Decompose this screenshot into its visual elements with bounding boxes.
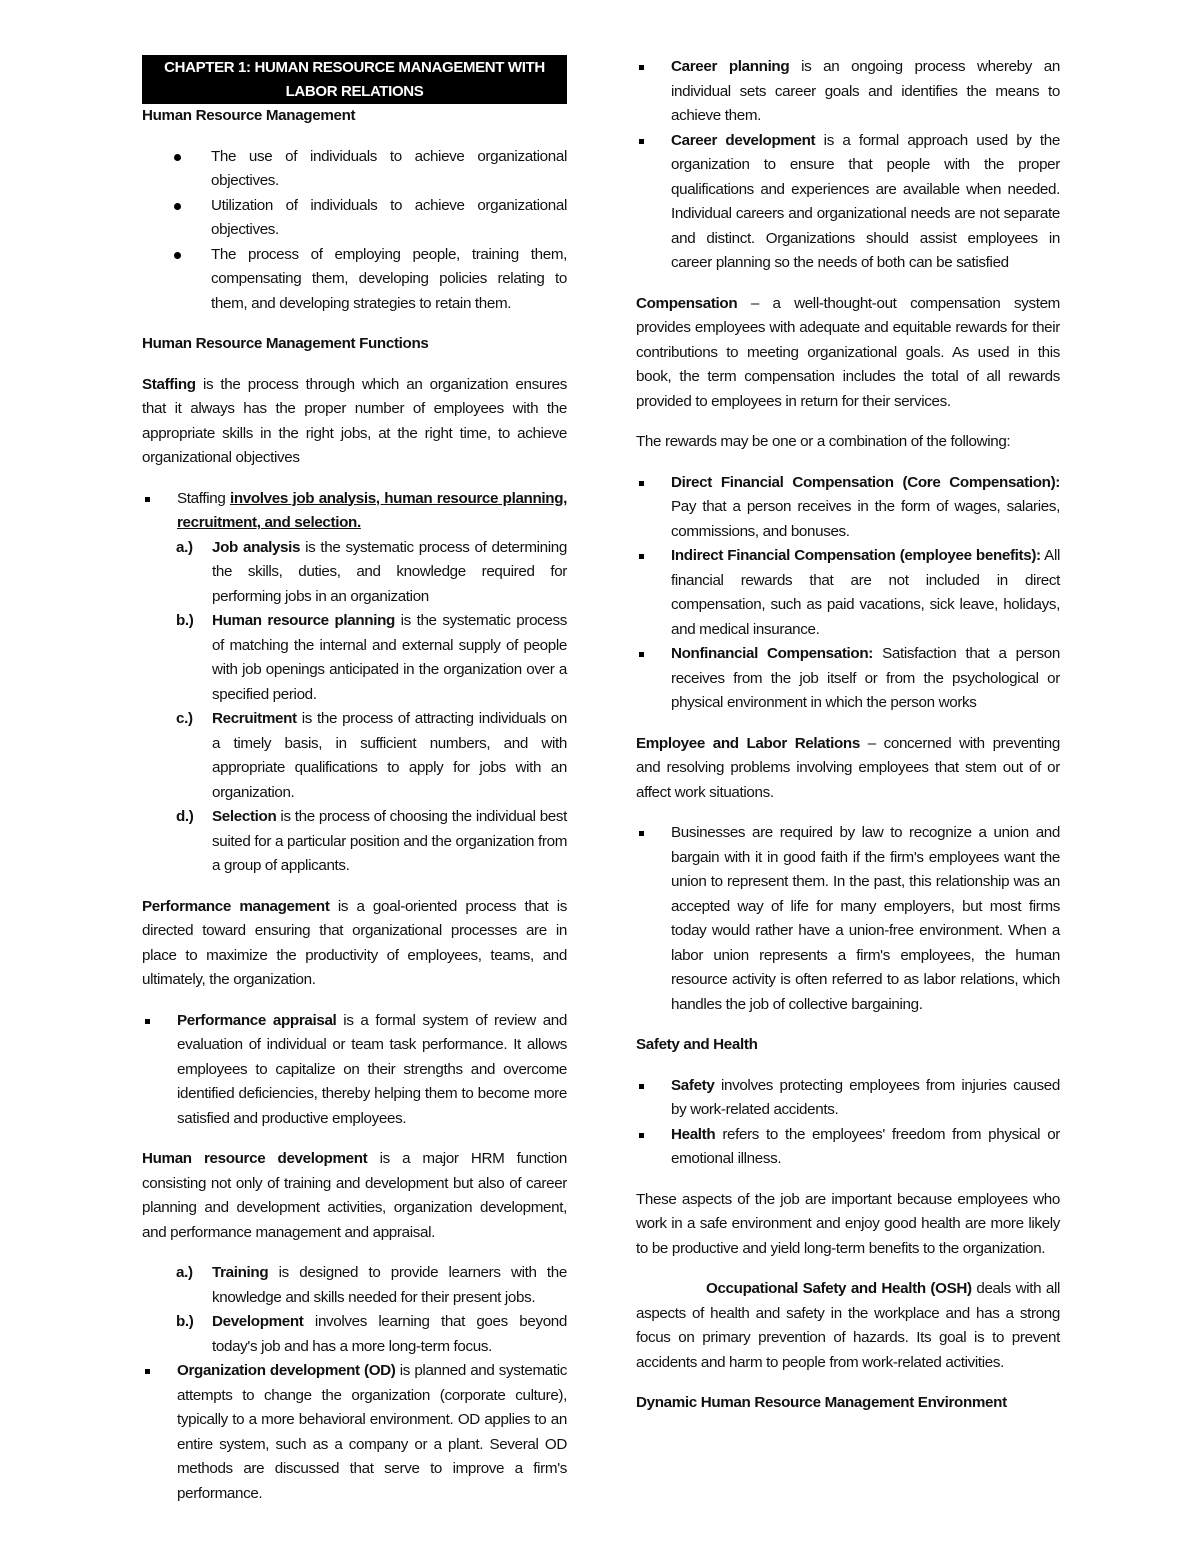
- list-item: Career planning is an ongoing process whereby an individual sets career goals and identifies the means to achieve them.: [671, 55, 1060, 129]
- osh-paragraph: Occupational Safety and Health (OSH) deals with all aspects of health and safety in the workplace and has a strong focus on primary prevention of hazards. Its goal is to prevent accidents and harm to people from work-related activities.: [636, 1280, 1061, 1371]
- career-list: [636, 55, 1060, 276]
- hrd-list: [142, 1261, 567, 1506]
- chapter-title-line-2: LABOR RELATIONS: [285, 83, 424, 100]
- list-item: Organization development (OD) is planned and systematic attempts to change the organization (corporate culture), typically to a more behavioral environment. OD applies to an entire system, such as a company or a plant. Several OD methods are discussed that serve to improve a firm's performance.: [177, 1359, 567, 1506]
- functions-heading: Human Resource Management Functions: [142, 335, 429, 352]
- list-item: Performance appraisal is a formal system of review and evaluation of individual or team task performance. It allows employees to capitalize on their strengths and overcome identified deficiencies, thereby helping them to become more satisfied and productive employees.: [177, 1009, 567, 1132]
- list-item: Utilization of individuals to achieve organizational objectives.: [211, 194, 567, 243]
- list-item: b.) Human resource planning is the systematic process of matching the internal and external supply of people with job openings anticipated in the organization over a specified period.: [176, 612, 567, 703]
- square-bullet-icon: [639, 554, 644, 559]
- rewards-list: [636, 471, 1060, 716]
- staffing-list: [142, 487, 567, 879]
- list-item: c.) Recruitment is the process of attracting individuals on a timely basis, in sufficient numbers, and with appropriate qualifications to apply for jobs with an organization.: [176, 710, 567, 801]
- labor-relations-paragraph: Employee and Labor Relations – concerned with preventing and resolving problems involving employees that stem out of or affect work situations.: [636, 734, 1060, 801]
- hrd-sublist: [177, 1261, 567, 1359]
- list-item: [177, 1261, 567, 1359]
- list-item: d.) Selection is the process of choosing the individual best suited for a particular position and the organization from a group of applicants.: [176, 808, 567, 874]
- appraisal-list: [142, 1009, 567, 1132]
- labor-relations-list: [636, 821, 1060, 1017]
- safety-health-list: [636, 1074, 1060, 1172]
- square-bullet-icon: [639, 652, 644, 657]
- dynamic-hrm-heading: Dynamic Human Resource Management Environment: [636, 1394, 1007, 1411]
- right-column: [636, 55, 1060, 1416]
- hrm-heading: Human Resource Management: [142, 107, 356, 124]
- chapter-title-line-1: CHAPTER 1: HUMAN RESOURCE MANAGEMENT WITH: [164, 59, 545, 76]
- chapter-title: [142, 55, 567, 104]
- list-item: Businesses are required by law to recognize a union and bargain with it in good faith if the firm's employees want the union to represent them. In the past, this relationship was an accepted way of life for many employers, but most firms today would rather have a union-free environment. When a labor union represents a firm's employees, the human resource activity is often referred to as labor relations, which handles the job of collective bargaining.: [671, 821, 1060, 1017]
- list-item: a.) Job analysis is the systematic process of determining the skills, duties, and knowledge required for performing jobs in an organization: [176, 538, 567, 605]
- square-bullet-icon: [145, 1019, 150, 1024]
- aspects-paragraph: These aspects of the job are important because employees who work in a safe environment and enjoy good health are more likely to be productive and yield long-term benefits to the organization.: [636, 1190, 1060, 1257]
- square-bullet-icon: [145, 1369, 150, 1374]
- list-item: The process of employing people, training them, compensating them, developing policies relating to them, and developing strategies to retain them.: [211, 243, 567, 317]
- rewards-intro: The rewards may be one or a combination of the following:: [636, 433, 1011, 450]
- list-item: Indirect Financial Compensation (employee benefits): All financial rewards that are not included in direct compensation, such as paid vacations, sick leave, holidays, and medical insurance.: [671, 544, 1060, 642]
- left-column: [142, 55, 567, 1506]
- list-item: Health refers to the employees' freedom from physical or emotional illness.: [671, 1123, 1060, 1172]
- staffing-sublist: [177, 536, 567, 879]
- hrd-paragraph: Human resource development is a major HRM function consisting not only of training and development but also of career planning and development activities, organization development, and performance management and appraisal.: [142, 1150, 567, 1241]
- safety-health-heading: Safety and Health: [636, 1036, 758, 1053]
- list-item: Staffing involves job analysis, human resource planning, recruitment, and selection. a.) Job analysis is the systematic process of determining the skills, duties, and knowledge required for performing jobs in an organization b.) Human resource planning is the systematic process of matching the internal and external supply of people with job openings anticipated in the organization over a specified period. c.) Recruitment is the process of attracting individuals on a timely basis, in sufficient numbers, and with appropriate qualifications to apply for jobs with an organization. d.) Selection is the process of choosing the individual best suited for a particular position and the organization from a group of applicants.: [177, 487, 567, 879]
- list-item: The use of individuals to achieve organizational objectives.: [211, 145, 567, 194]
- square-bullet-icon: [145, 497, 150, 502]
- square-bullet-icon: [639, 65, 644, 70]
- list-item: Career development is a formal approach used by the organization to ensure that people with the proper qualifications and experiences are available when needed. Individual careers and organizational needs are not separate and distinct. Organizations should assist employees in career planning so the needs of both can be satisfied: [671, 129, 1060, 276]
- performance-management-paragraph: Performance management is a goal-oriented process that is directed toward ensuring that organizational processes are in place to maximize the productivity of employees, teams, and ultimately, the organization.: [142, 897, 567, 988]
- list-item: a.) Training is designed to provide learners with the knowledge and skills needed for their present jobs.: [176, 1264, 567, 1306]
- list-item: Nonfinancial Compensation: Satisfaction that a person receives from the job itself or from the psychological or physical environment in which the person works: [671, 642, 1060, 716]
- list-item: Safety involves protecting employees from injuries caused by work-related accidents.: [671, 1074, 1060, 1123]
- compensation-paragraph: Compensation – a well-thought-out compensation system provides employees with adequate and equitable rewards for their contributions to meeting organizational goals. As used in this book, the term compensation includes the total of all rewards provided to employees in return for their services.: [636, 294, 1060, 410]
- square-bullet-icon: [639, 831, 644, 836]
- list-item: b.) Development involves learning that goes beyond today's job and has a more long-term focus.: [176, 1313, 567, 1355]
- staffing-paragraph: Staffing is the process through which an organization ensures that it always has the proper number of employees with the appropriate skills in the right jobs, at the right time, to achieve organizational objectives: [142, 375, 567, 466]
- square-bullet-icon: [639, 1084, 644, 1089]
- square-bullet-icon: [639, 1133, 644, 1138]
- hrm-definition-list: [142, 145, 567, 317]
- list-item: Direct Financial Compensation (Core Compensation): Pay that a person receives in the form of wages, salaries, commissions, and bonuses.: [671, 471, 1060, 545]
- square-bullet-icon: [639, 481, 644, 486]
- square-bullet-icon: [639, 139, 644, 144]
